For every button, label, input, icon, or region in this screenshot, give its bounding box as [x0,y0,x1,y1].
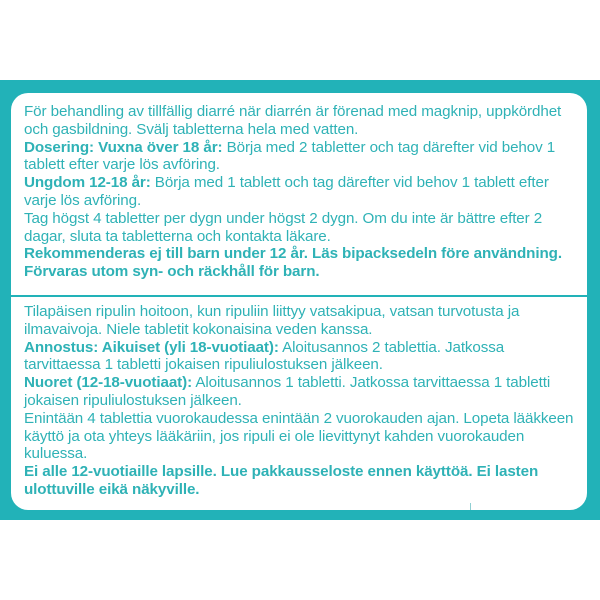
sv-dosage-text: Börja med 2 tabletter och tag därefter vid behov 1 tablett efter varje lös avföring. [24,138,556,174]
print-mark [470,503,471,510]
sv-youth [24,174,575,210]
fi-dosage-label: Annostus: Aikuiset (yli 18-vuotiaat): [24,338,279,356]
sv-dosage-label: Dosering: Vuxna över 18 år: [24,138,223,156]
fi-youth-label: Nuoret (12-18-vuotiaat): [24,374,193,392]
finnish-section [24,303,575,499]
fi-dosage [24,339,575,375]
sv-warning [24,245,575,281]
sv-youth-label: Ungdom 12-18 år: [24,174,151,192]
fi-youth [24,374,575,410]
fi-warning-text: Ei alle 12-vuotiaille lapsille. Lue pakkausseloste ennen käyttöä. Ei lasten ulottuville eikä näkyville. [24,463,539,498]
fi-intro: Tilapäisen ripulin hoitoon, kun ripuliin liittyy vatsakipua, vatsan turvotusta ja ilmavaivoja. Niele tabletit kokonaisina veden kanssa. [24,303,520,338]
section-divider [11,295,587,297]
sv-max-dose: Tag högst 4 tabletter per dygn under högst 2 dygn. Om du inte är bättre efter 2 dagar, sluta ta tabletterna och kontakta läkare. [24,209,543,245]
fi-warning [24,463,575,499]
label-panel [11,93,587,510]
sv-intro: För behandling av tillfällig diarré när diarrén är förenad med magknip, uppkördhet och gasbildning. Svälj tabletterna hela med vatten. [24,103,562,138]
sv-youth-text: Börja med 1 tablett och tag därefter vid behov 1 tablett efter varje lös avföring. [24,174,549,209]
fi-dosage-text: Aloitusannos 2 tablettia. Jatkossa tarvittaessa 1 tabletti jokaisen ripuliulostuksen jälkeen. [24,338,505,374]
sv-dosage [24,139,575,175]
sv-warning-text: Rekommenderas ej till barn under 12 år. Läs bipacksedeln före användning. Förvaras utom syn- och räckhåll för barn. [24,245,562,281]
fi-max-dose: Enintään 4 tablettia vuorokaudessa enintään 2 vuorokauden ajan. Lopeta lääkkeen käyttö ja ota yhteys lääkäriin, jos ripuli ei ole lievittynyt kahden vuorokauden kuluessa. [24,409,574,463]
fi-youth-text: Aloitusannos 1 tabletti. Jatkossa tarvittaessa 1 tabletti jokaisen ripuliulostuksen jälkeen. [24,374,551,409]
swedish-section [24,103,575,281]
